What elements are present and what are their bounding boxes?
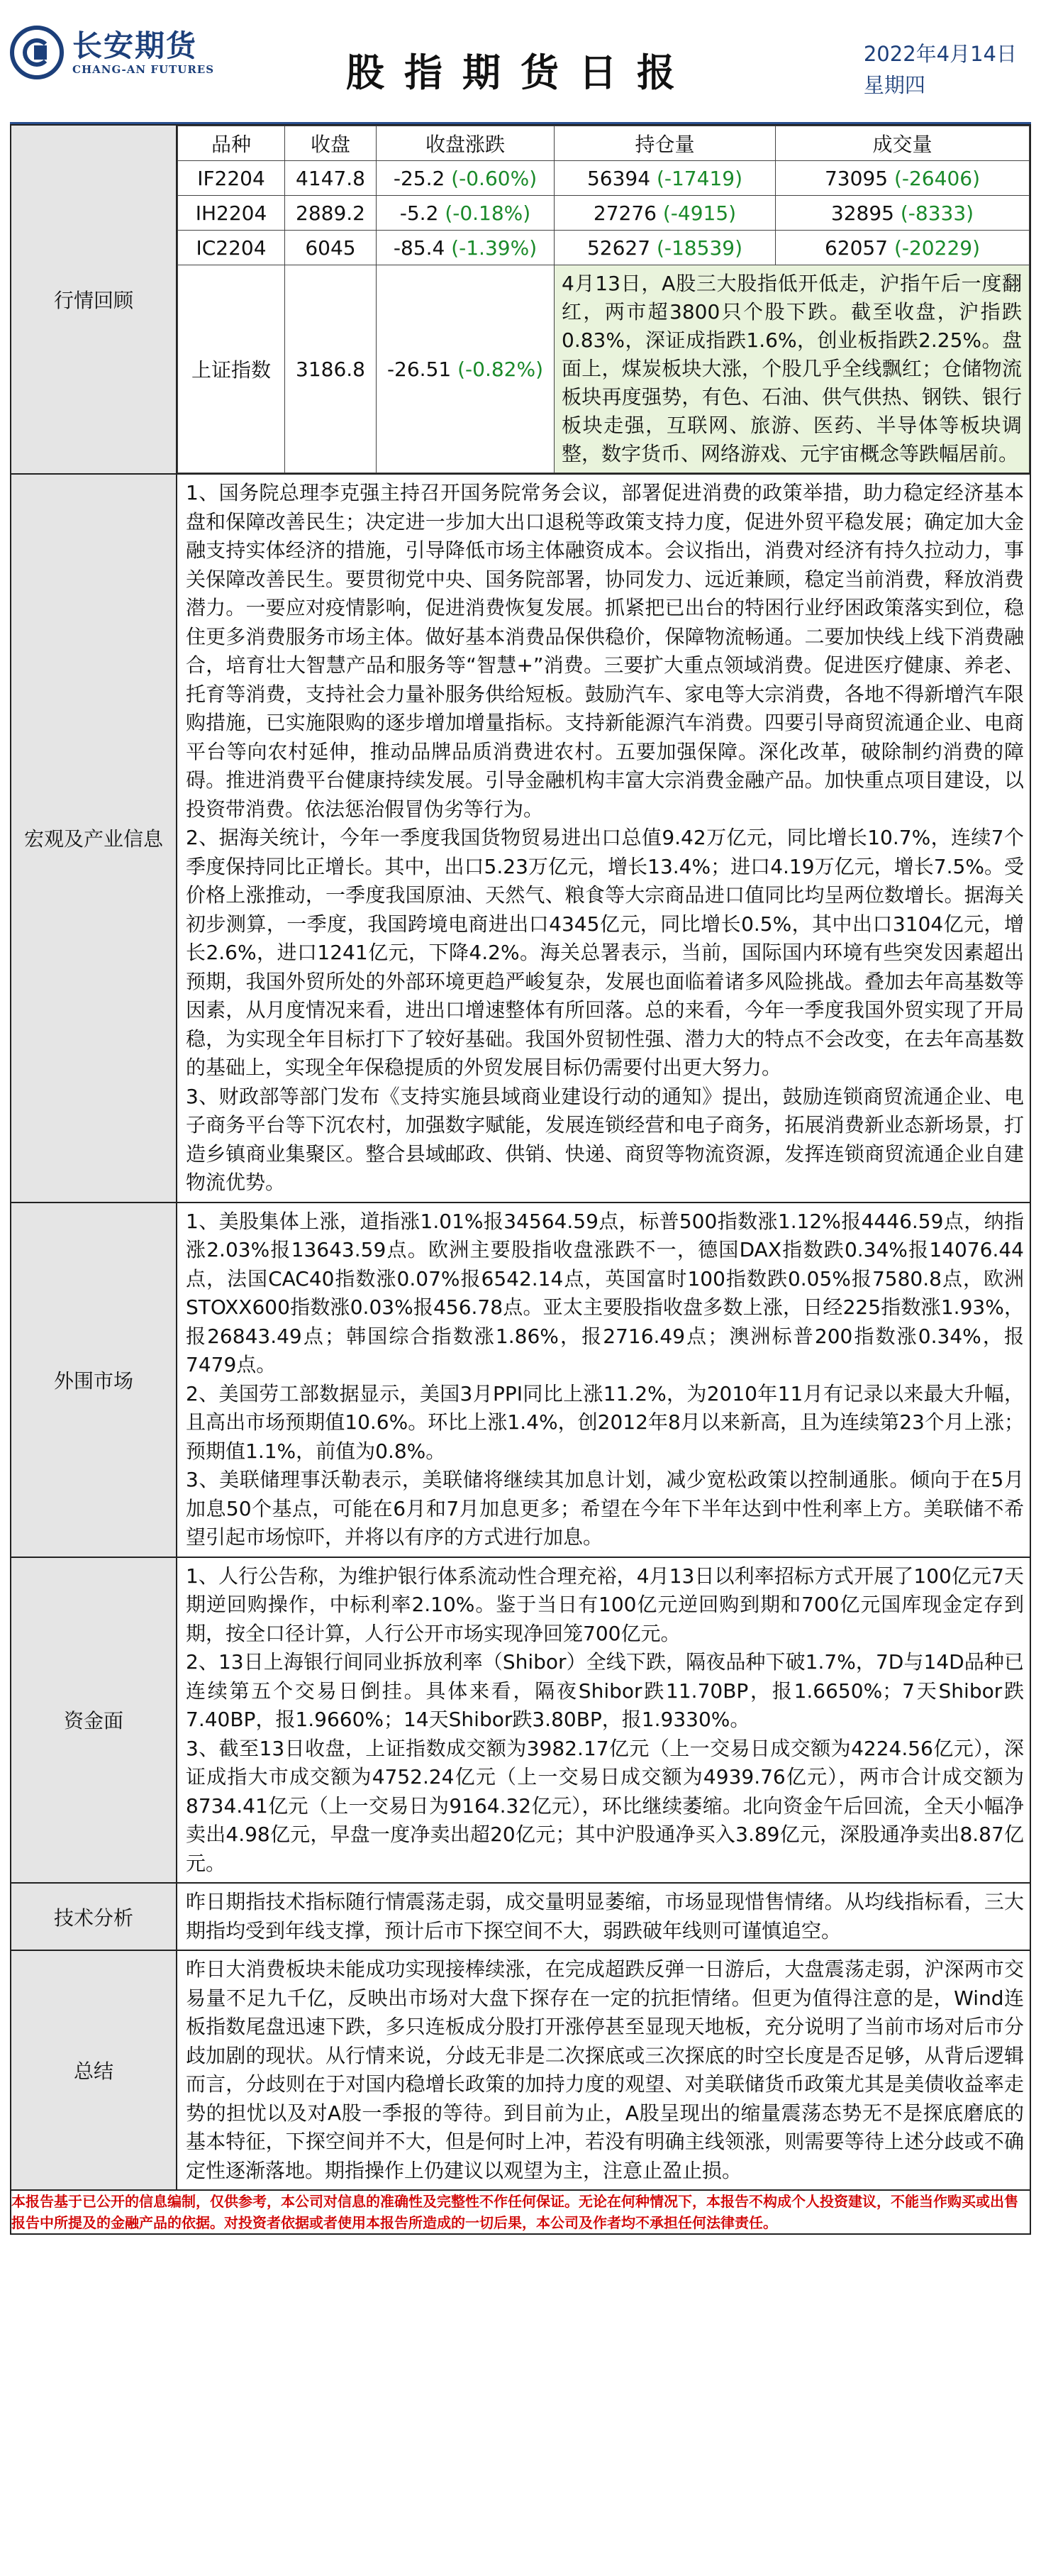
paragraph: 3、美联储理事沃勒表示，美联储将继续其加息计划，减少宽松政策以控制通胀。倾向于在5月加息50个基点，可能在6月和7月加息更多；希望在今年下半年达到中性利率上方。美联储不希望引起市场惊吓，并将以有序的方式进行加息。 xyxy=(186,1468,1024,1549)
contract-name: IC2204 xyxy=(178,231,285,265)
market-comment: 4月13日，A股三大股指低开低走，沪指午后一度翻红，两市超3800只个股下跌。截至收盘，沪指跌0.83%，深证成指跌1.6%，创业板指跌2.25%。盘面上，煤炭板块大涨，个股几乎全线飘红；仓储物流板块再度强势，有色、石油、供气供热、钢铁、银行板块走强，互联网、旅游、医药、半导体等板块调整，数字货币、网络游戏、元宇宙概念等跌幅居前。 xyxy=(555,265,1030,473)
market-table xyxy=(177,126,1030,473)
paragraph: 1、人行公告称，为维护银行体系流动性合理充裕，4月13日以利率招标方式开展了100亿元7天期逆回购操作，中标利率2.10%。鉴于当日有100亿元逆回购到期和700亿元国库现金定存到期，按全口径计算，人行公开市场实现净回笼700亿元。 xyxy=(186,1564,1024,1645)
section-row-summary xyxy=(11,1950,1030,2190)
section-row-liquidity xyxy=(11,1557,1030,1884)
market-header-row xyxy=(178,126,1030,161)
col-header-close: 收盘 xyxy=(285,126,377,161)
contract-name: IH2204 xyxy=(178,196,285,231)
paragraph: 2、13日上海银行间同业拆放利率（Shibor）全线下跌，隔夜品种下破1.7%，7D与14D品种已连续第五个交易日倒挂。具体来看，隔夜Shibor跌11.70BP，报1.6650%；7天Shibor跌7.40BP，报1.9660%；14天Shibor跌3.80BP，报1.9330%。 xyxy=(186,1650,1024,1731)
report-header xyxy=(10,6,1031,124)
col-header-volume: 成交量 xyxy=(776,126,1030,161)
section-label-technical: 技术分析 xyxy=(11,1883,177,1950)
section-row-macro xyxy=(11,474,1030,1203)
paragraph: 昨日大消费板块未能成功实现接棒续涨，在完成超跌反弹一日游后，大盘震荡走弱，沪深两市交易量不足九千亿，反映出市场对大盘下探存在一定的抗拒情绪。但更为值得注意的是，Wind连板指数尾盘迅速下跌，多只连板成分股打开涨停甚至显现天地板，充分说明了当前市场对后市分歧加剧的现状。从行情来说，分歧无非是二次探底或三次探底的时空长度是否足够，从背后逻辑而言，分歧则在于对国内稳增长政策的加持力度的观望、对美联储货币政策尤其是美债收益率走势的担忧以及对A股一季报的等待。到目前为止，A股呈现出的缩量震荡态势无不是探底磨底的基本特征，下探空间并不大，但是何时上冲，若没有明确主线领涨，则需要等待上述分歧或不确定性逐渐落地。期指操作上仍建议以观望为主，注意止盈止损。 xyxy=(186,1957,1024,2182)
section-label-summary: 总结 xyxy=(11,1950,177,2190)
table-row xyxy=(178,161,1030,196)
section-label-macro: 宏观及产业信息 xyxy=(11,474,177,1203)
section-label-overseas: 外围市场 xyxy=(11,1203,177,1557)
section-content-summary xyxy=(177,1950,1030,2190)
section-content-macro xyxy=(177,474,1030,1203)
col-header-open-interest: 持仓量 xyxy=(555,126,776,161)
open-interest: 27276 (-4915) xyxy=(555,196,776,231)
market-review-row xyxy=(11,125,1030,474)
report-title: 股指期货日报 xyxy=(346,50,695,95)
index-name: 上证指数 xyxy=(178,265,285,473)
close-change: -5.2 (-0.18%) xyxy=(377,196,555,231)
report-page xyxy=(10,6,1031,2235)
section-content-technical xyxy=(177,1883,1030,1950)
table-row xyxy=(178,231,1030,265)
index-close: 3186.8 xyxy=(285,265,377,473)
paragraph: 昨日期指技术指标随行情震荡走弱，成交量明显萎缩，市场显现惜售情绪。从均线指标看，三大期指均受到年线支撑，预计后市下探空间不大，弱跌破年线则可谨慎追空。 xyxy=(186,1890,1024,1942)
volume: 62057 (-20229) xyxy=(776,231,1030,265)
volume: 32895 (-8333) xyxy=(776,196,1030,231)
col-header-change: 收盘涨跌 xyxy=(377,126,555,161)
section-row-technical xyxy=(11,1883,1030,1950)
logo-chinese-name: 长安期货 xyxy=(72,28,198,63)
disclaimer-text: 本报告基于已公开的信息编制，仅供参考，本公司对信息的准确性及完整性不作任何保证。无论在何种情况下，本报告不构成个人投资建议，不能当作购买或出售报告中所提及的金融产品的依据。对投资者依据或者使用本报告所造成的一切后果，本公司及作者均不承担任何法律责任。 xyxy=(11,2190,1030,2234)
section-content-liquidity xyxy=(177,1557,1030,1884)
close-change: -25.2 (-0.60%) xyxy=(377,161,555,196)
close-price: 4147.8 xyxy=(285,161,377,196)
report-weekday: 星期四 xyxy=(863,73,925,97)
index-change: -26.51 (-0.82%) xyxy=(377,265,555,473)
table-row xyxy=(178,196,1030,231)
col-header-name: 品种 xyxy=(178,126,285,161)
section-content-overseas xyxy=(177,1203,1030,1557)
paragraph: 3、截至13日收盘，上证指数成交额为3982.17亿元（上一交易日成交额为4224.56亿元），深证成指大市成交额为4752.24亿元（上一交易日成交额为4939.76亿元），两市合计成交额为8734.41亿元（上一交易日为9164.32亿元），环比继续萎缩。北向资金午后回流，全天小幅净卖出4.98亿元，早盘一度净卖出超20亿元；其中沪股通净买入3.89亿元，深股通净卖出8.87亿元。 xyxy=(186,1736,1024,1875)
close-change: -85.4 (-1.39%) xyxy=(377,231,555,265)
paragraph: 2、美国劳工部数据显示，美国3月PPI同比上涨11.2%，为2010年11月有记录以来最大升幅，且高出市场预期值10.6%。环比上涨1.4%，创2012年8月以来新高，且为连续第23个月上涨；预期值1.1%，前值为0.8%。 xyxy=(186,1381,1024,1463)
volume: 73095 (-26406) xyxy=(776,161,1030,196)
report-date-block xyxy=(864,38,1017,101)
paragraph: 1、美股集体上涨，道指涨1.01%报34564.59点，标普500指数涨1.12%报4446.59点，纳指涨2.03%报13643.59点。欧洲主要股指收盘涨跌不一，德国DAX指数跌0.34%报14076.44点，法国CAC40指数涨0.07%报6542.14点，英国富时100指数跌0.05%报7580.8点，欧洲STOXX600指数涨0.03%报456.78点。亚太主要股指收盘多数上涨，日经225指数涨1.93%，报26843.49点；韩国综合指数涨1.86%，报2716.49点；澳洲标普200指数涨0.34%，报7479点。 xyxy=(186,1209,1024,1376)
close-price: 2889.2 xyxy=(285,196,377,231)
disclaimer-row xyxy=(11,2190,1030,2234)
contract-name: IF2204 xyxy=(178,161,285,196)
close-price: 6045 xyxy=(285,231,377,265)
report-table xyxy=(10,124,1031,2235)
section-label-liquidity: 资金面 xyxy=(11,1557,177,1884)
paragraph: 2、据海关统计，今年一季度我国货物贸易进出口总值9.42万亿元，同比增长10.7%，连续7个季度保持同比正增长。其中，出口5.23万亿元，增长13.4%；进口4.19万亿元，增长7.5%。受价格上涨推动，一季度我国原油、天然气、粮食等大宗商品进口值同比均呈两位数增长。据海关初步测算，一季度，我国跨境电商进出口4345亿元，同比增长0.5%，其中出口3104亿元，增长2.6%，进口1241亿元，下降4.2%。海关总署表示，当前，国际国内环境有些突发因素超出预期，我国外贸所处的外部环境更趋严峻复杂，发展也面临着诸多风险挑战。叠加去年高基数等因素，从月度情况来看，进出口增速整体有所回落。总的来看，今年一季度我国外贸实现了开局稳，为实现全年目标打下了较好基础。我国外贸韧性强、潜力大的特点不会改变，在去年高基数的基础上，实现全年保稳提质的外贸发展目标仍需要付出更大努力。 xyxy=(186,826,1024,1079)
section-row-overseas xyxy=(11,1203,1030,1557)
logo-english-name: CHANG-AN FUTURES xyxy=(72,63,215,76)
open-interest: 56394 (-17419) xyxy=(555,161,776,196)
index-row xyxy=(178,265,1030,473)
paragraph: 3、财政部等部门发布《支持实施县域商业建设行动的通知》提出，鼓励连锁商贸流通企业、电子商务平台等下沉农村，加强数字赋能，发展连锁经营和电子商务，拓展消费新业态新场景，打造乡镇商业集聚区。整合县域邮政、供销、快递、商贸等物流资源，发挥连锁商贸流通企业自建物流优势。 xyxy=(186,1084,1024,1194)
paragraph: 1、国务院总理李克强主持召开国务院常务会议，部署促进消费的政策举措，助力稳定经济基本盘和保障改善民生；决定进一步加大出口退税等政策支持力度，促进外贸平稳发展；确定加大金融支持实体经济的措施，引导降低市场主体融资成本。会议指出，消费对经济有持久拉动力，事关保障改善民生。要贯彻党中央、国务院部署，协同发力、远近兼顾，稳定当前消费，释放消费潜力。一要应对疫情影响，促进消费恢复发展。抓紧把已出台的特困行业纾困政策落实到位，稳住更多消费服务市场主体。做好基本消费品保供稳价，保障物流畅通。二要加快线上线下消费融合，培育壮大智慧产品和服务等“智慧+”消费。三要扩大重点领域消费。促进医疗健康、养老、托育等消费，支持社会力量补服务供给短板。鼓励汽车、家电等大宗消费，各地不得新增汽车限购措施，已实施限购的逐步增加增量指标。支持新能源汽车消费。四要引导商贸流通企业、电商平台等向农村延伸，推动品牌品质消费进农村。五要加强保障。深化改革，破除制约消费的障碍。推进消费平台健康持续发展。引导金融机构丰富大宗消费金融产品。加快重点项目建设，以投资带消费。依法惩治假冒伪劣等行为。 xyxy=(186,481,1024,821)
report-date: 2022年4月14日 xyxy=(863,42,1017,66)
open-interest: 52627 (-18539) xyxy=(555,231,776,265)
section-label-market: 行情回顾 xyxy=(11,125,177,474)
